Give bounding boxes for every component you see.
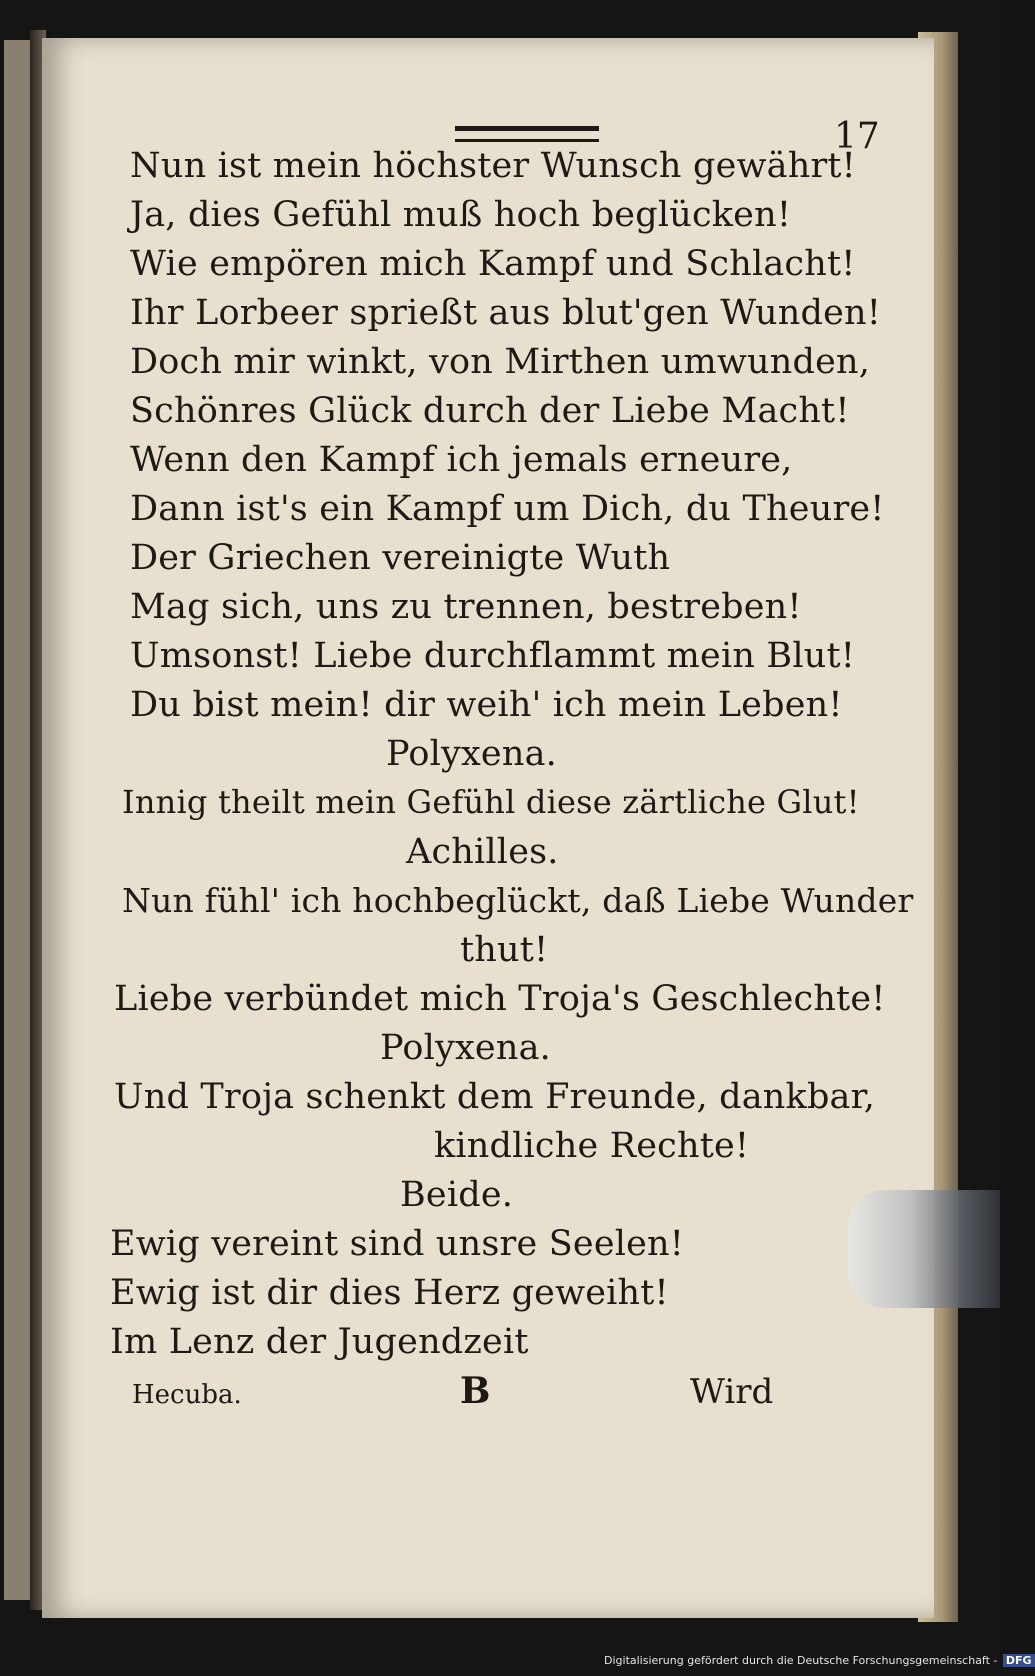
verse-line: Mag sich, uns zu trennen, bestreben! [130, 587, 802, 627]
catchword: Wird [690, 1372, 774, 1412]
verse-line: Doch mir winkt, von Mirthen umwunden, [130, 342, 871, 382]
verse-line: Ja, dies Gefühl muß hoch beglücken! [130, 195, 792, 235]
verse-line: Wie empören mich Kampf und Schlacht! [130, 244, 856, 284]
book-page [42, 38, 934, 1618]
signature-title: Hecuba. [132, 1380, 242, 1410]
verse-line: Schönres Glück durch der Liebe Macht! [130, 391, 850, 431]
page-number: 17 [834, 116, 880, 157]
verse-line: Nun fühl' ich hochbeglückt, daß Liebe Wunder [122, 881, 914, 920]
speaker-name: Polyxena. [386, 734, 557, 774]
verse-line: Ewig vereint sind unsre Seelen! [110, 1224, 685, 1264]
verse-line: Ewig ist dir dies Herz geweiht! [110, 1273, 669, 1313]
speaker-name: Beide. [400, 1175, 514, 1215]
verse-line: Und Troja schenkt dem Freunde, dankbar, [114, 1077, 876, 1117]
verse-line: Umsonst! Liebe durchflammt mein Blut! [130, 636, 856, 676]
ornamental-rule-thin [455, 139, 599, 142]
verse-line-continuation: kindliche Rechte! [434, 1126, 750, 1166]
verse-line: Nun ist mein höchster Wunsch gewährt! [130, 146, 856, 186]
verse-line: Im Lenz der Jugendzeit [110, 1322, 529, 1362]
speaker-name: Polyxena. [380, 1028, 551, 1068]
verse-line-continuation: thut! [460, 930, 549, 970]
verse-line: Ihr Lorbeer sprießt aus blut'gen Wunden! [130, 293, 881, 333]
verse-line: Innig theilt mein Gefühl diese zärtliche Glut! [122, 783, 860, 821]
verse-line: Der Griechen vereinigte Wuth [130, 538, 671, 578]
signature-mark: B [460, 1370, 491, 1412]
speaker-name: Achilles. [406, 832, 559, 872]
verse-line: Du bist mein! dir weih' ich mein Leben! [130, 685, 843, 725]
credit-text: Digitalisierung gefördert durch die Deutsche Forschungsgemeinschaft - [604, 1654, 998, 1667]
dfg-logo: DFG [1003, 1654, 1035, 1667]
left-page-edge [4, 40, 32, 1600]
verse-line: Wenn den Kampf ich jemals erneure, [130, 440, 793, 480]
page-holder-clip [848, 1190, 1000, 1308]
verse-line: Liebe verbündet mich Troja's Geschlechte! [114, 979, 886, 1019]
digitization-credit [604, 1654, 1035, 1667]
verse-line: Dann ist's ein Kampf um Dich, du Theure! [130, 489, 885, 529]
ornamental-rule [455, 126, 599, 131]
